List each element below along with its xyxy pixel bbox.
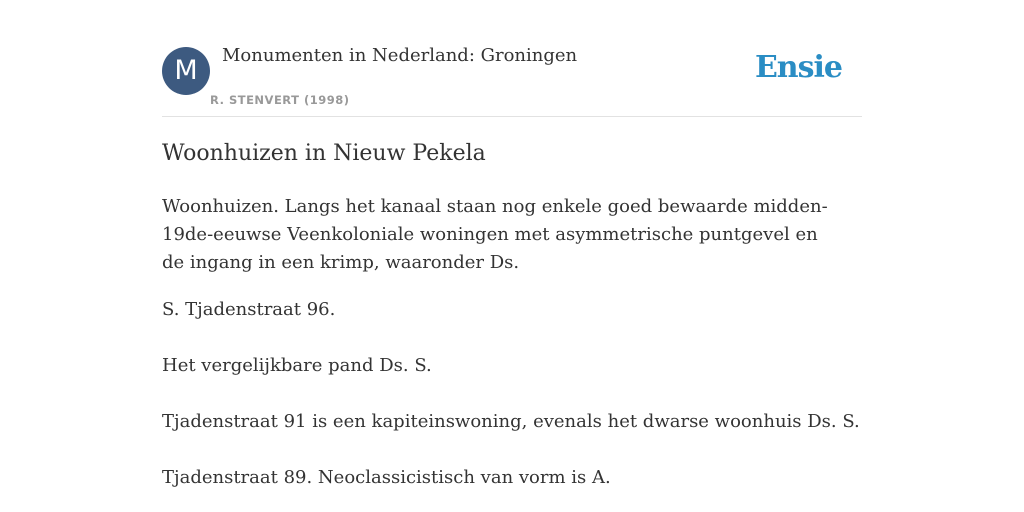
book-avatar[interactable]: M — [162, 47, 210, 95]
header — [162, 0, 862, 117]
article-paragraph: Woonhuizen. Langs het kanaal staan nog enkele goed bewaarde midden-19de-eeuwse Veenkoloniale woningen met asymmetrische puntgevel en de ingang in een krimp, waaronder Ds. — [162, 196, 828, 273]
article-paragraph: S. Tjadenstraat 96. — [162, 299, 336, 320]
author-label: R. STENVERT (1998) — [210, 93, 350, 107]
article-paragraph: Het vergelijkbare pand Ds. S. — [162, 355, 432, 376]
article-paragraph: Tjadenstraat 89. Neoclassicistisch van vorm is A. — [162, 467, 611, 488]
article-title: Woonhuizen in Nieuw Pekela — [162, 141, 486, 166]
brand-logo[interactable]: Ensie — [754, 50, 842, 85]
article-paragraph: Tjadenstraat 91 is een kapiteinswoning, evenals het dwarse woonhuis Ds. S. — [162, 411, 860, 432]
book-title-link[interactable]: Monumenten in Nederland: Groningen — [222, 45, 578, 66]
article — [162, 138, 862, 492]
